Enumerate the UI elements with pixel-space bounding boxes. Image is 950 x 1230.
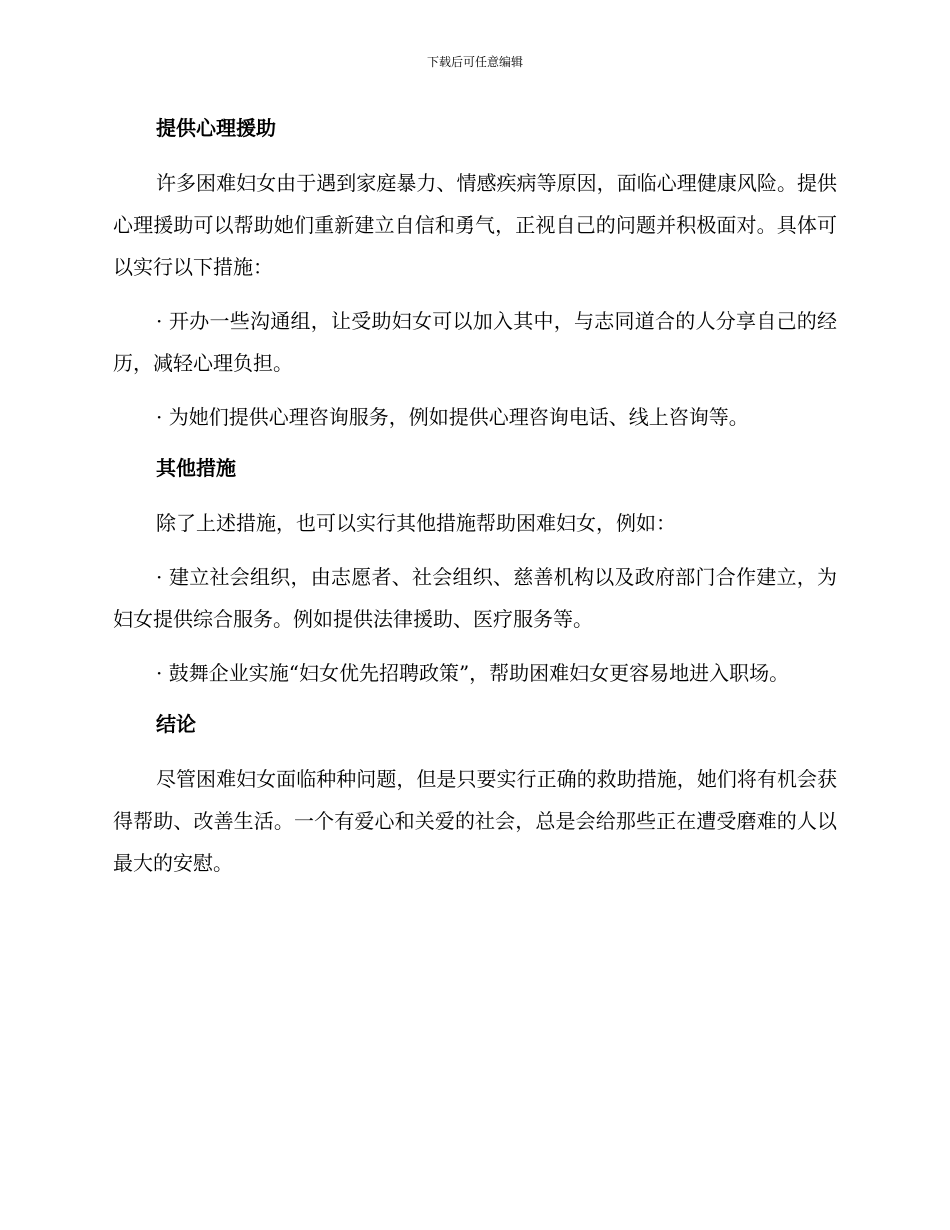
- bullet-item: · 鼓舞企业实施“妇女优先招聘政策”，帮助困难妇女更容易地进入职场。: [156, 661, 790, 685]
- paragraph: 尽管困难妇女面临种种问题，但是只要实行正确的救助措施，她们将有机会获得帮助、改善生活。一个有爱心和关爱的社会，总是会给那些正在遭受磨难的人以最大的安慰。: [113, 767, 837, 875]
- section-heading: 其他措施: [156, 456, 236, 480]
- paragraph: 许多困难妇女由于遇到家庭暴力、情感疾病等原因，面临心理健康风险。提供心理援助可以帮助她们重新建立自信和勇气，正视自己的问题并积极面对。具体可以实行以下措施：: [113, 171, 837, 279]
- bullet-item: · 建立社会组织，由志愿者、社会组织、慈善机构以及政府部门合作建立，为妇女提供综合服务。例如提供法律援助、医疗服务等。: [113, 565, 837, 631]
- section-other-measures: [113, 448, 837, 694]
- paragraph: 除了上述措施，也可以实行其他措施帮助困难妇女，例如：: [156, 511, 676, 535]
- section-heading: 结论: [156, 712, 196, 736]
- bullet-item: · 开办一些沟通组，让受助妇女可以加入其中，与志同道合的人分享自己的经历，减轻心理负担。: [113, 309, 837, 375]
- bullet-item: · 为她们提供心理咨询服务，例如提供心理咨询电话、线上咨询等。: [156, 405, 749, 429]
- page-header: 下载后可任意编辑: [426, 55, 523, 69]
- section-psychological-aid: [113, 108, 837, 438]
- document-body: [113, 108, 837, 896]
- section-heading: 提供心理援助: [156, 116, 276, 140]
- section-conclusion: [113, 704, 837, 884]
